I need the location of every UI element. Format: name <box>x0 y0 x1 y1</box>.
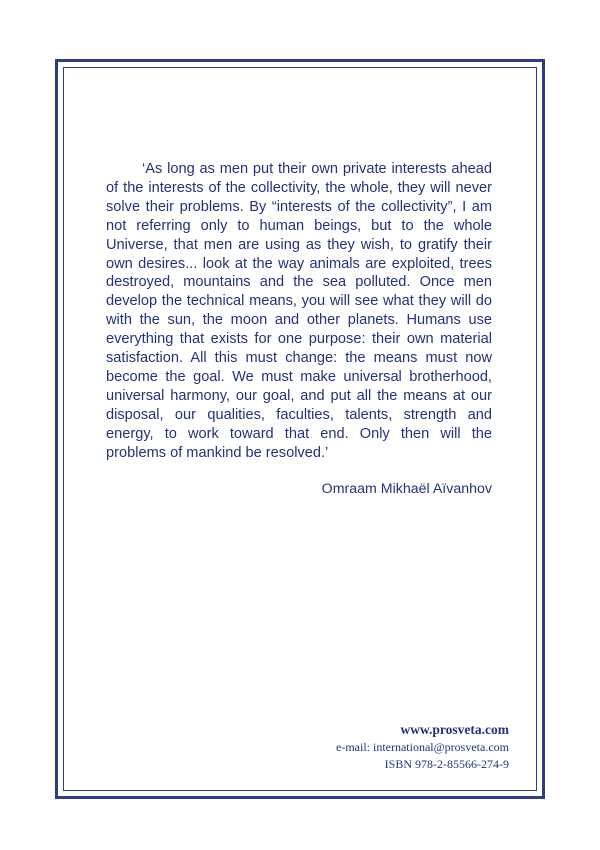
isbn-number: ISBN 978-2-85566-274-9 <box>384 757 509 771</box>
quote-author: Omraam Mikhaël Aïvanhov <box>321 481 492 497</box>
quote-text: ‘As long as men put their own private interests ahead of the interests of the collectivity, the whole, they will never solve their problems. By “interests of the collectivity”, I am not referring only to human beings, but to the whole Universe, that men are using as they wish, to gratify their own desires... look at the way animals are exploited, trees destroyed, mountains and the sea polluted. Once men develop the technical means, you will see what they will do with the sun, the moon and other planets. Humans use everything that exists for one purpose: their own material satisfaction. All this must change: the means must now become the goal. We must make universal brotherhood, universal harmony, our goal, and put all the means at our disposal, our qualities, faculties, talents, strength and energy, to work toward that end. Only then will the problems of mankind be resolved.’ <box>106 161 492 461</box>
website-link[interactable]: www.prosveta.com <box>400 722 509 737</box>
email-contact[interactable]: e-mail: international@prosveta.com <box>336 740 509 754</box>
publisher-info <box>336 721 509 773</box>
